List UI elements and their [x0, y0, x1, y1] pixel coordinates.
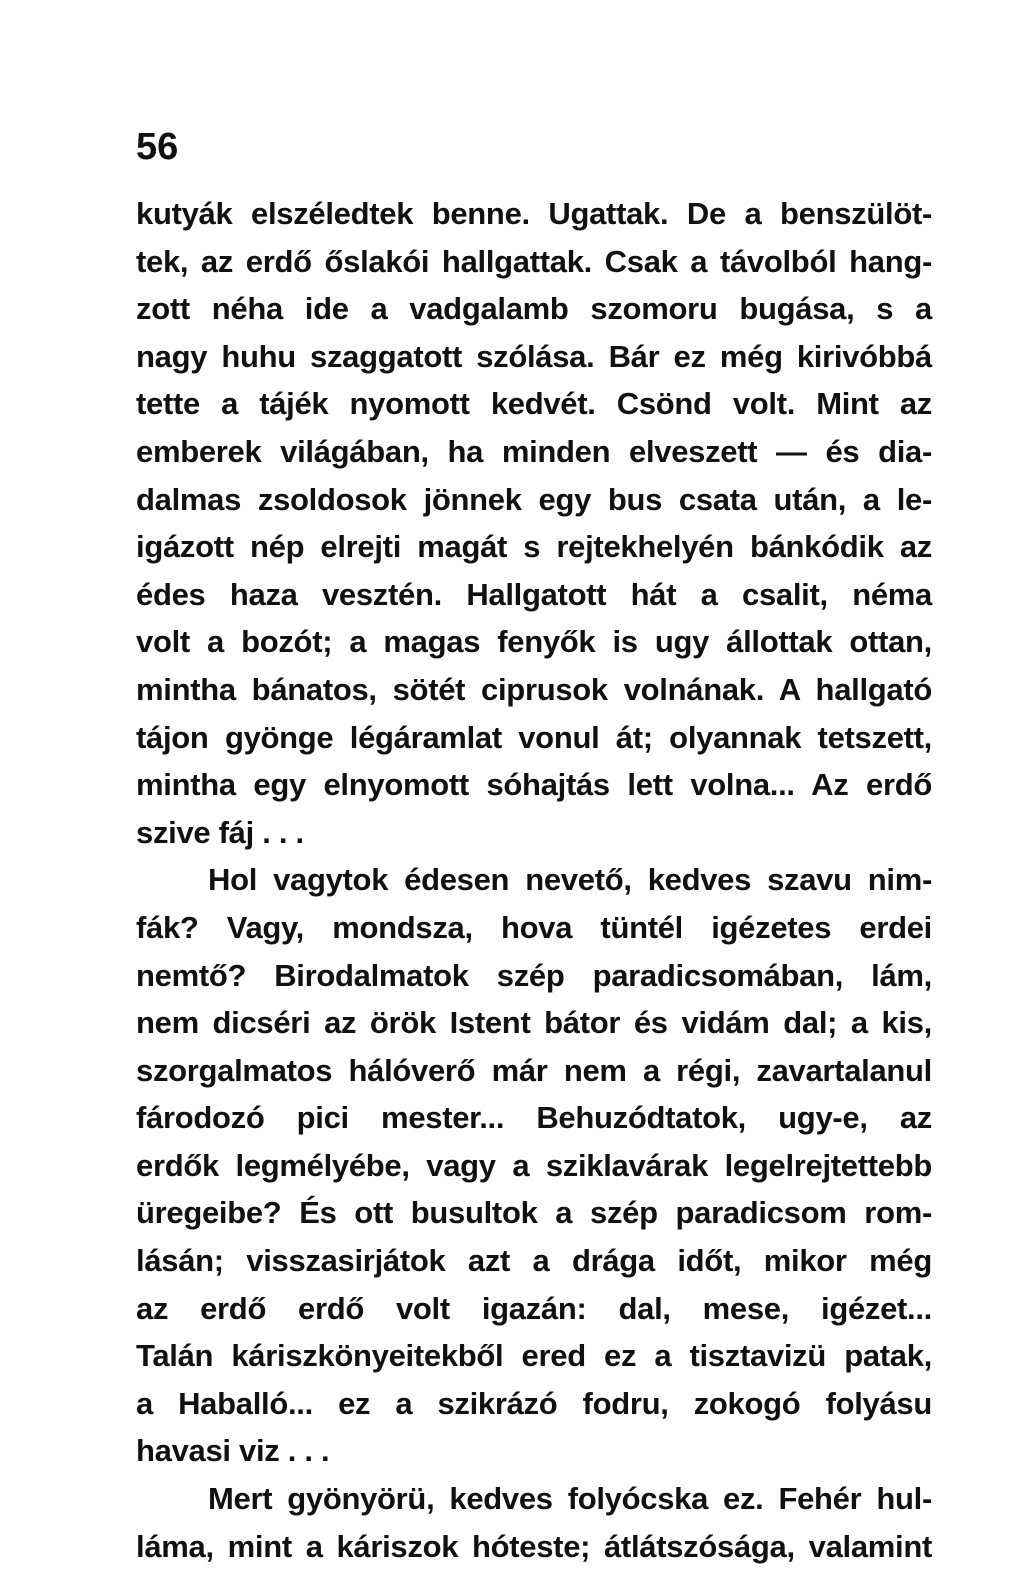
text-line: nagy huhu szaggatott szólása. Bár ez még kirivóbbá — [136, 338, 932, 374]
text-line: az erdő erdő volt igazán: dal, mese, igézet... — [136, 1290, 932, 1326]
text-line: fák? Vagy, mondsza, hova tüntél igézetes erdei — [136, 909, 932, 945]
text-line: dalmas zsoldosok jönnek egy bus csata után, a le- — [136, 481, 932, 517]
text-line: a Haballó... ez a szikrázó fodru, zokogó folyásu — [136, 1385, 932, 1421]
text-line: tájon gyönge légáramlat vonul át; olyannak tetszett, — [136, 719, 932, 755]
text-line: zott néha ide a vadgalamb szomoru bugása, s a — [136, 291, 932, 327]
text-line: Talán káriszkönyeitekből ered ez a tisztavizü patak, — [136, 1338, 932, 1374]
text-line: Mert gyönyörü, kedves folyócska ez. Fehér hul- — [208, 1481, 932, 1517]
text-line: édes haza vesztén. Hallgatott hát a csalit, néma — [136, 576, 932, 612]
text-line: erdők legmélyébe, vagy a sziklavárak legelrejtettebb — [136, 1147, 932, 1183]
text-line: lásán; visszasirjátok azt a drága időt, mikor még — [136, 1243, 932, 1279]
text-line: havasi viz . . . — [136, 1433, 330, 1469]
text-line: emberek világában, ha minden elveszett — és dia- — [136, 433, 932, 469]
text-line: fárodozó pici mester... Behuzódtatok, ugy-e, az — [136, 1100, 932, 1136]
body-text — [136, 190, 932, 1570]
text-line: tette a tájék nyomott kedvét. Csönd volt. Mint az — [136, 386, 932, 422]
text-line: nem dicséri az örök Istent bátor és vidám dal; a kis, — [136, 1005, 932, 1041]
text-line: Hol vagytok édesen nevető, kedves szavu nim- — [208, 862, 932, 898]
text-line: nemtő? Birodalmatok szép paradicsomában, lám, — [136, 957, 932, 993]
text-line: volt a bozót; a magas fenyők is ugy állottak ottan, — [136, 624, 932, 660]
page-number: 56 — [136, 126, 179, 168]
text-line: igázott nép elrejti magát s rejtekhelyén bánkódik az — [136, 529, 932, 565]
text-line: mintha bánatos, sötét ciprusok volnának. A hallgató — [136, 671, 932, 707]
text-line: mintha egy elnyomott sóhajtás lett volna... Az erdő — [136, 767, 932, 803]
text-line: szive fáj . . . — [136, 814, 304, 850]
text-line: üregeibe? És ott busultok a szép paradicsom rom- — [136, 1195, 932, 1231]
text-line: láma, mint a káriszok hóteste; átlátszósága, valamint — [136, 1528, 932, 1564]
text-line: szorgalmatos hálóverő már nem a régi, zavartalanul — [136, 1052, 932, 1088]
text-line: kutyák elszéledtek benne. Ugattak. De a benszülöt- — [136, 196, 932, 231]
text-line: tek, az erdő őslakói hallgattak. Csak a távolból hang- — [136, 243, 932, 279]
